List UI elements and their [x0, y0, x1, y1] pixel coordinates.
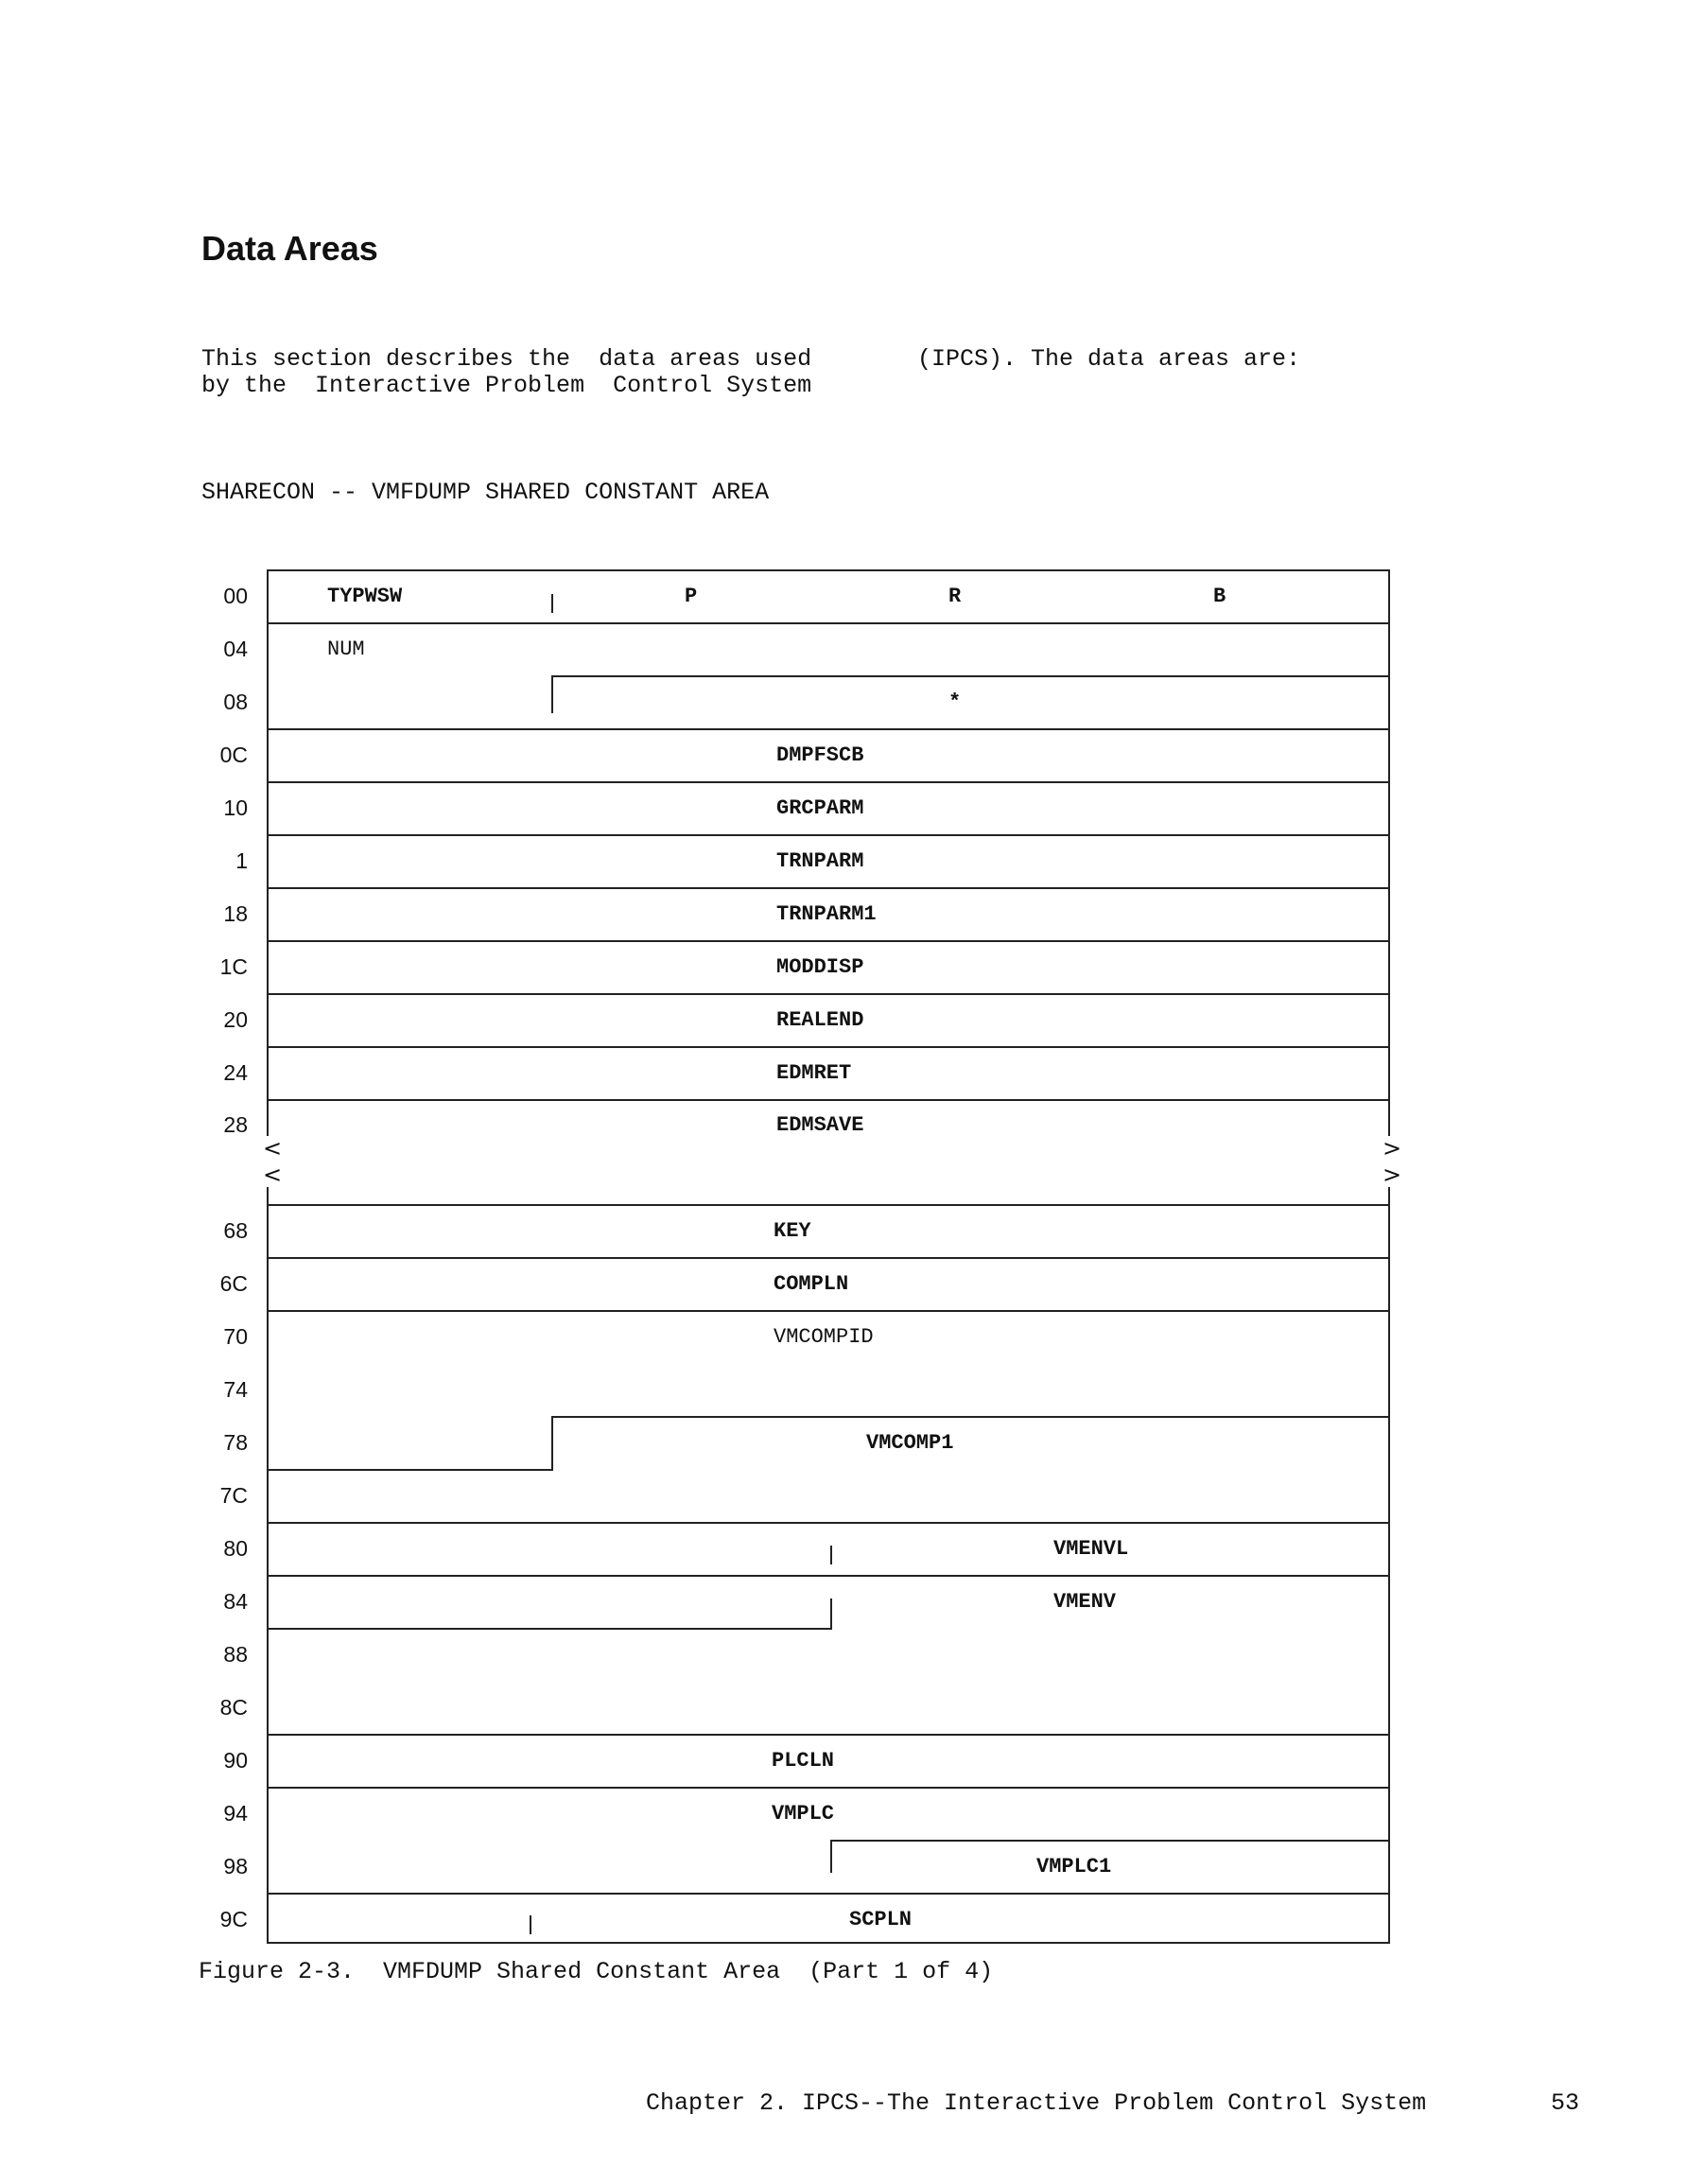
field-scpln: SCPLN	[849, 1908, 913, 1931]
box-bottom	[267, 1942, 1390, 1944]
field-edmsave: EDMSAVE	[776, 1113, 864, 1137]
field-trnparm: TRNPARM	[776, 849, 864, 873]
sep-10	[267, 781, 1390, 783]
offset-74: 74	[223, 1377, 248, 1402]
field-trnparm1: TRNPARM1	[776, 902, 877, 926]
field-r: R	[948, 585, 962, 608]
page-footer: Chapter 2. IPCS--The Interactive Problem Control System	[646, 2089, 1427, 2117]
field-dmpfscb: DMPFSCB	[776, 743, 864, 767]
offset-68: 68	[223, 1218, 248, 1243]
div-9c	[530, 1915, 531, 1934]
field-moddisp: MODDISP	[776, 955, 864, 979]
box-top	[267, 569, 1390, 571]
sep-6c	[267, 1257, 1390, 1259]
offset-90: 90	[223, 1748, 248, 1773]
sep-68	[267, 1204, 1390, 1206]
offset-80: 80	[223, 1536, 248, 1561]
offset-10: 10	[223, 795, 248, 820]
sep-7c-partial	[267, 1469, 553, 1471]
sep-1c	[267, 940, 1390, 942]
offset-28: 28	[223, 1112, 248, 1137]
div-84	[830, 1599, 832, 1628]
div-00	[551, 594, 553, 613]
sep-80	[267, 1522, 1390, 1524]
continuation-right-2: >	[1383, 1162, 1402, 1188]
offset-88: 88	[223, 1642, 248, 1667]
offset-18: 18	[223, 901, 248, 926]
offset-20: 20	[223, 1007, 248, 1032]
div-80	[830, 1546, 832, 1564]
offset-70: 70	[223, 1324, 248, 1349]
div-78	[551, 1416, 553, 1469]
field-vmenv: VMENV	[1053, 1590, 1117, 1614]
offset-8c: 8C	[219, 1695, 248, 1720]
sep-0c	[267, 728, 1390, 730]
offset-84: 84	[223, 1589, 248, 1614]
box-right-upper	[1388, 569, 1390, 1136]
sep-98-partial	[830, 1840, 1390, 1842]
continuation-left-2: <	[263, 1162, 283, 1188]
field-plcln: PLCLN	[772, 1749, 835, 1773]
sep-70	[267, 1310, 1390, 1312]
intro-line-1: This section describes the data areas used	[201, 345, 812, 373]
sep-14	[267, 834, 1390, 836]
box-right-lower	[1388, 1187, 1390, 1942]
continuation-right-1: >	[1383, 1135, 1402, 1162]
intro-line-3: (IPCS). The data areas are:	[917, 345, 1301, 373]
field-realend: REALEND	[776, 1008, 864, 1032]
offset-08: 08	[223, 690, 248, 714]
figure-caption: Figure 2-3. VMFDUMP Shared Constant Area (Part 1 of 4)	[199, 1958, 994, 1985]
field-star: *	[948, 690, 962, 714]
sep-9c	[267, 1893, 1390, 1895]
div-08	[551, 675, 553, 713]
offset-7c: 7C	[219, 1483, 248, 1508]
div-98	[830, 1840, 832, 1873]
intro-line-2: by the Interactive Problem Control System	[201, 372, 812, 399]
field-vmenvl: VMENVL	[1053, 1537, 1129, 1561]
area-title: SHARECON -- VMFDUMP SHARED CONSTANT AREA	[201, 479, 770, 506]
sep-84	[267, 1575, 1390, 1577]
field-compln: COMPLN	[774, 1272, 849, 1296]
offset-6c: 6C	[219, 1271, 248, 1296]
offset-14: 1	[235, 848, 248, 873]
field-key: KEY	[774, 1219, 811, 1243]
offset-98: 98	[223, 1854, 248, 1878]
field-num: NUM	[327, 638, 365, 661]
box-left-upper	[267, 569, 269, 1136]
offset-0c: 0C	[219, 743, 248, 767]
sep-88-partial	[267, 1628, 832, 1630]
sep-04	[267, 622, 1390, 624]
page-number: 53	[1551, 2089, 1580, 2117]
field-b: B	[1213, 585, 1226, 608]
page-heading: Data Areas	[201, 229, 378, 268]
sep-08-partial	[551, 675, 1390, 677]
sep-18	[267, 887, 1390, 889]
offset-9c: 9C	[219, 1907, 248, 1931]
continuation-left-1: <	[263, 1135, 283, 1162]
box-left-lower	[267, 1187, 269, 1942]
field-typwsw: TYPWSW	[327, 585, 403, 608]
sep-28	[267, 1099, 1390, 1101]
field-vmcompid: VMCOMPID	[774, 1325, 874, 1349]
sep-20	[267, 993, 1390, 995]
offset-00: 00	[223, 584, 248, 608]
sep-78-partial	[551, 1416, 1390, 1418]
offset-24: 24	[223, 1060, 248, 1085]
sep-94	[267, 1787, 1390, 1789]
sep-90	[267, 1734, 1390, 1736]
offset-1c: 1C	[219, 954, 248, 979]
field-vmcomp1: VMCOMP1	[866, 1431, 954, 1455]
field-edmret: EDMRET	[776, 1061, 852, 1085]
offset-94: 94	[223, 1801, 248, 1826]
sep-24	[267, 1046, 1390, 1048]
offset-78: 78	[223, 1430, 248, 1455]
field-grcparm: GRCPARM	[776, 796, 864, 820]
field-p: P	[685, 585, 698, 608]
field-vmplc: VMPLC	[772, 1802, 835, 1826]
field-vmplc1: VMPLC1	[1036, 1855, 1112, 1878]
offset-04: 04	[223, 637, 248, 661]
